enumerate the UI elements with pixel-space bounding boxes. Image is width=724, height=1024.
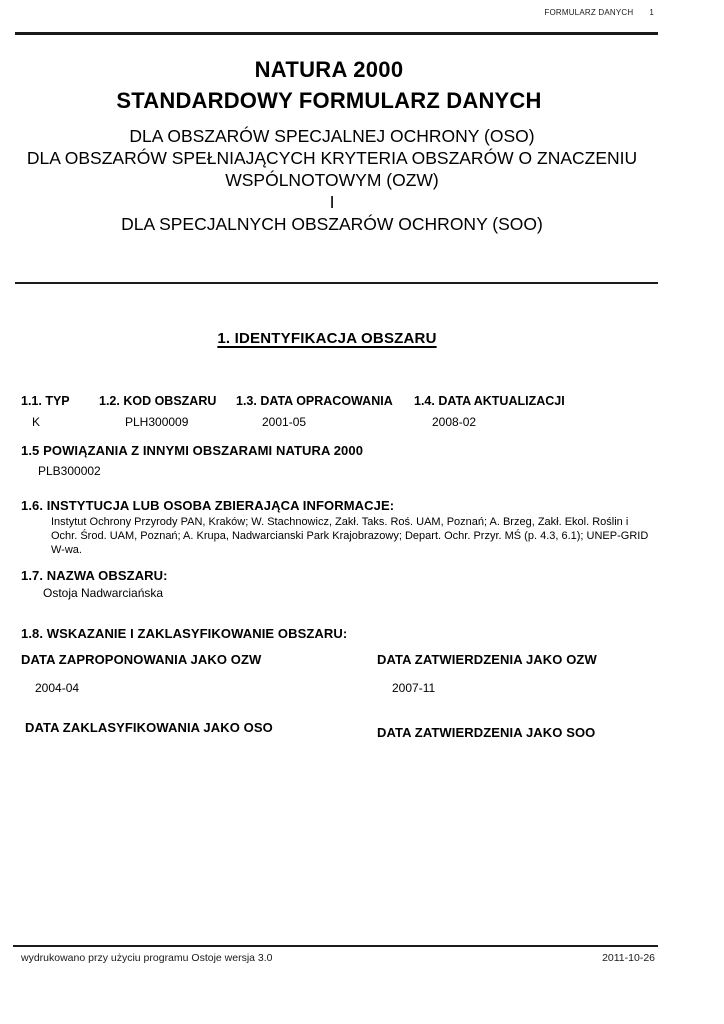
designation-heading: 1.8. WSKAZANIE I ZAKLASYFIKOWANIE OBSZARU:: [21, 626, 348, 641]
section-1-title-text: 1. IDENTYFIKACJA OBSZARU: [217, 330, 437, 347]
soo-designated-label: DATA ZATWIERDZENIA JAKO SOO: [377, 725, 596, 740]
field-data-opracowania: [236, 394, 393, 429]
field-data-aktualizacji: [414, 394, 565, 429]
header-page-number: 1: [649, 8, 654, 17]
document-subtitle: STANDARDOWY FORMULARZ DANYCH: [116, 88, 542, 113]
ozw-confirmed-label: DATA ZATWIERDZENIA JAKO OZW: [377, 652, 597, 667]
related-sites-heading: 1.5 POWIĄZANIA Z INNYMI OBSZARAMI NATURA 2000: [21, 443, 364, 458]
field-typ: [21, 394, 70, 429]
institution-text-line-2: Ochr. Środ. UAM, Poznań; A. Krupa, Nadwarcianski Park Krajobrazowy; Depart. Ochr. Przyr. MŚ (p. 4.3, 6.1); UNEP-GRID: [51, 530, 649, 542]
site-name-heading: 1.7. NAZWA OBSZARU:: [21, 568, 168, 583]
field-typ-label: 1.1. TYP: [21, 394, 70, 408]
institution-text: [51, 515, 663, 557]
scope-lines: [0, 125, 664, 235]
institution-heading: 1.6. INSTYTUCJA LUB OSOBA ZBIERAJĄCA INFORMACJE:: [21, 498, 395, 513]
field-data-opracowania-label: 1.3. DATA OPRACOWANIA: [236, 394, 393, 408]
field-data-aktualizacji-label: 1.4. DATA AKTUALIZACJI: [414, 394, 565, 408]
top-rule: [15, 32, 658, 35]
oso-classified-label: DATA ZAKLASYFIKOWANIA JAKO OSO: [25, 720, 273, 735]
field-data-aktualizacji-value: 2008-02: [432, 415, 477, 429]
scope-line-soo: DLA SPECJALNYCH OBSZARÓW OCHRONY (SOO): [121, 214, 543, 234]
page-header: [544, 8, 654, 17]
ozw-proposed-label: DATA ZAPROPONOWANIA JAKO OZW: [21, 652, 262, 667]
field-kod-obszaru-label: 1.2. KOD OBSZARU: [99, 394, 217, 408]
section-1-title: [0, 330, 654, 347]
scope-line-ozw-1: DLA OBSZARÓW SPEŁNIAJĄCYCH KRYTERIA OBSZARÓW O ZNACZENIU: [26, 148, 638, 168]
field-data-opracowania-value: 2001-05: [262, 415, 307, 429]
header-form-label: FORMULARZ DANYCH: [544, 8, 634, 17]
footer-printed-note: wydrukowano przy użyciu programu Ostoje wersja 3.0: [21, 952, 273, 964]
institution-text-line-1: Instytut Ochrony Przyrody PAN, Kraków; W. Stachnowicz, Zakł. Taks. Roś. UAM, Poznań; A. Brzeg, Zakł. Ekol. Roślin i: [51, 516, 629, 528]
field-kod-obszaru-value: PLH300009: [125, 415, 189, 429]
document-title: NATURA 2000: [254, 57, 404, 82]
related-sites-value: PLB300002: [38, 464, 101, 478]
field-kod-obszaru: [99, 394, 216, 429]
scope-line-oso: DLA OBSZARÓW SPECJALNEJ OCHRONY (OSO): [129, 126, 535, 146]
ozw-confirmed-value: 2007-11: [392, 681, 436, 695]
scope-conjunction: I: [329, 192, 335, 212]
site-name-value: Ostoja Nadwarciańska: [43, 586, 164, 600]
separator-rule: [15, 282, 658, 284]
footer-rule: [13, 945, 658, 947]
field-typ-value: K: [32, 415, 41, 429]
footer-date: 2011-10-26: [602, 952, 655, 964]
ozw-proposed-value: 2004-04: [35, 681, 80, 695]
institution-text-line-3: W-wa.: [51, 544, 82, 556]
scope-line-ozw-2: WSPÓLNOTOWYM (OZW): [225, 170, 439, 190]
